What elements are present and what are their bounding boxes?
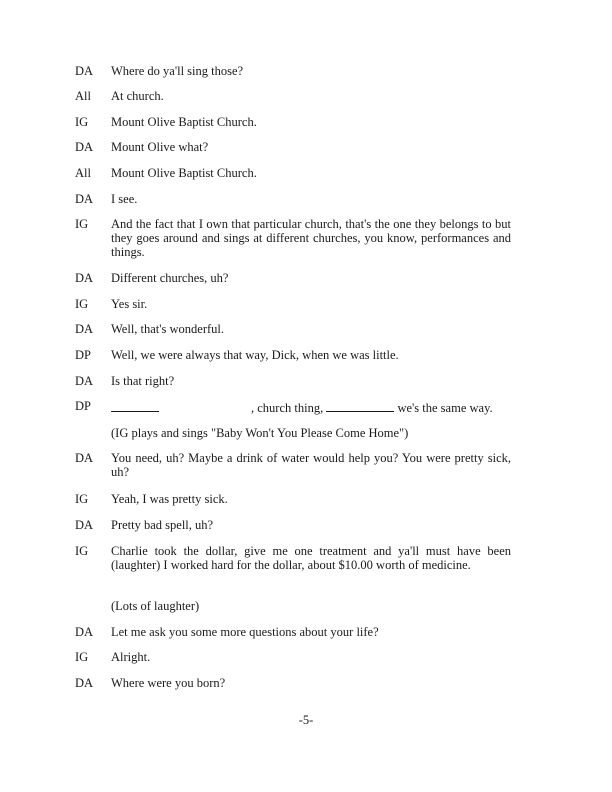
utterance: At church. (111, 89, 164, 103)
utterance: And the fact that I own that particular church, that's the one they belongs to but they goes around and sings at different churches, you know, performances and things. (111, 217, 511, 259)
speaker-label: DA (75, 271, 94, 285)
utterance: Different churches, uh? (111, 271, 229, 285)
page-number: -5- (298, 713, 314, 727)
utterance-fragment: , church thing, (251, 401, 324, 415)
speaker-label: DA (75, 676, 94, 690)
utterance-fragment: we's the same way. (397, 401, 493, 415)
utterance: Yeah, I was pretty sick. (111, 492, 228, 506)
utterance: Mount Olive Baptist Church. (111, 166, 257, 180)
speaker-label: DA (75, 625, 94, 639)
speaker-label: DP (75, 399, 91, 413)
speaker-label: IG (75, 650, 89, 664)
speaker-label: IG (75, 297, 89, 311)
utterance: Mount Olive Baptist Church. (111, 115, 257, 129)
utterance: Let me ask you some more questions about your life? (111, 625, 379, 639)
note-text: (Lots of laughter) (111, 599, 200, 613)
speaker-label: IG (75, 115, 89, 129)
utterance: Charlie took the dollar, give me one treatment and ya'll must have been (laughter) I worked hard for the dollar, about $10.00 worth of medicine. (111, 544, 511, 572)
utterance: Well, that's wonderful. (111, 322, 225, 336)
speaker-label: DA (75, 192, 94, 206)
utterance: Pretty bad spell, uh? (111, 518, 214, 532)
utterance: Mount Olive what? (111, 140, 209, 154)
note-text: (IG plays and sings "Baby Won't You Please Come Home") (111, 426, 409, 440)
speaker-label: DA (75, 322, 94, 336)
speaker-label: IG (75, 217, 89, 231)
utterance: Where do ya'll sing those? (111, 64, 244, 78)
speaker-label: DP (75, 348, 91, 362)
speaker-label: All (75, 166, 91, 180)
speaker-label: All (75, 89, 91, 103)
utterance: You need, uh? Maybe a drink of water would help you? You were pretty sick, uh? (111, 451, 511, 479)
utterance: Where were you born? (111, 676, 226, 690)
utterance-with-blanks (111, 400, 511, 416)
speaker-label: DA (75, 374, 94, 388)
utterance: Is that right? (111, 374, 175, 388)
blank-line (111, 400, 159, 412)
speaker-label: DA (75, 140, 94, 154)
utterance: Alright. (111, 650, 151, 664)
utterance: Well, we were always that way, Dick, when we was little. (111, 348, 399, 362)
speaker-label: DA (75, 451, 94, 465)
utterance: I see. (111, 192, 138, 206)
speaker-label: DA (75, 64, 94, 78)
speaker-label: DA (75, 518, 94, 532)
speaker-label: IG (75, 492, 89, 506)
blank-line (326, 400, 394, 412)
utterance: Yes sir. (111, 297, 148, 311)
speaker-label: IG (75, 544, 89, 558)
